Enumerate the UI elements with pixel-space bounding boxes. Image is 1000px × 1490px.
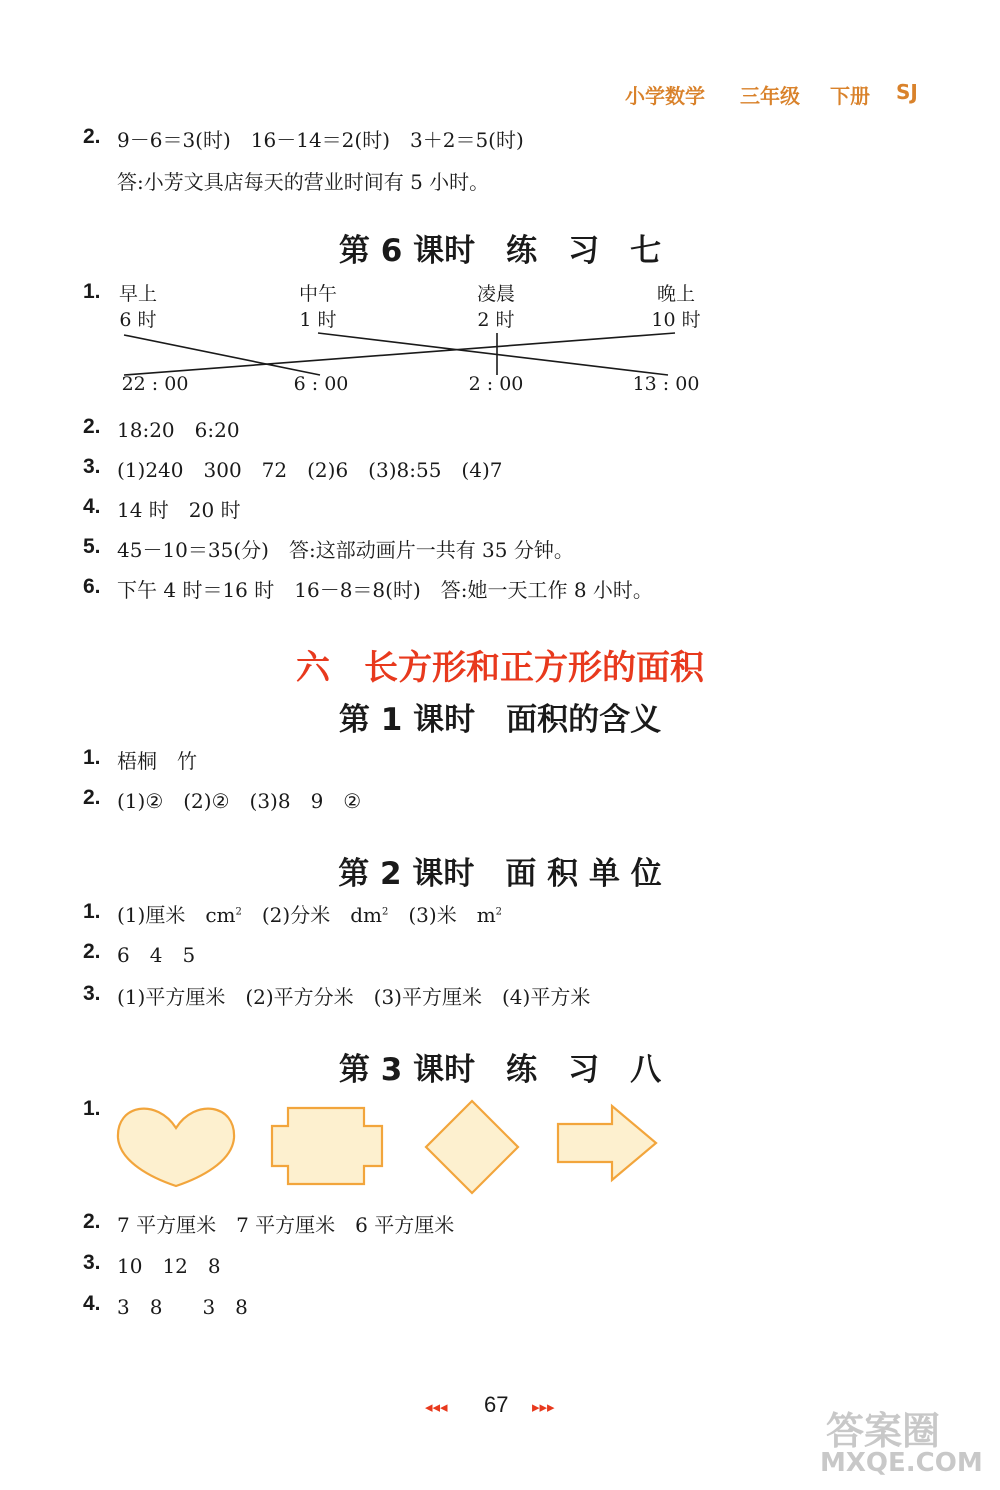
cross-shape <box>272 1108 382 1184</box>
answer-line: 9－6＝3(时) 16－14＝2(时) 3＋2＝5(时) <box>117 128 524 152</box>
header-edition: SJ <box>896 80 918 104</box>
answer-line: 14 时 20 时 <box>117 498 241 522</box>
section-title: 第 6 课时 练 习 七 <box>338 233 662 269</box>
question-number: 3. <box>83 455 101 478</box>
unit-title: 六 长方形和正方形的面积 <box>296 648 704 688</box>
question-number: 1. <box>83 900 101 923</box>
answer-line: (1)平方厘米 (2)平方分米 (3)平方厘米 (4)平方米 <box>117 985 591 1009</box>
time-label-top: 中午 <box>298 283 337 305</box>
matching-lines <box>0 0 1000 420</box>
match-line <box>124 335 320 375</box>
answer-line: 7 平方厘米 7 平方厘米 6 平方厘米 <box>117 1213 455 1237</box>
match-line <box>318 333 668 375</box>
header-grade: 三年级 <box>740 84 800 108</box>
question-number: 5. <box>83 535 101 558</box>
answer-line: 45－10＝35(分) 答:这部动画片一共有 35 分钟。 <box>117 538 574 562</box>
unit-text: (3)米 m <box>388 903 496 927</box>
question-number: 4. <box>83 1292 101 1315</box>
header-volume: 下册 <box>830 84 870 108</box>
watermark-url: MXQE.COM <box>820 1448 983 1478</box>
question-number: 6. <box>83 575 101 598</box>
question-number: 1. <box>83 1097 101 1120</box>
answer-line: 10 12 8 <box>117 1254 221 1278</box>
diamond-shape <box>426 1101 518 1193</box>
question-number: 3. <box>83 982 101 1005</box>
question-number: 4. <box>83 495 101 518</box>
superscript: 2 <box>235 906 242 918</box>
question-number: 1. <box>83 280 101 303</box>
question-number: 2. <box>83 1210 101 1233</box>
match-line <box>124 333 675 375</box>
time-value-bottom: 22 : 00 <box>121 373 189 395</box>
section-title: 第 3 课时 练 习 八 <box>338 1052 662 1088</box>
time-label-top: 凌晨 <box>476 283 515 305</box>
superscript: 2 <box>381 906 389 918</box>
answer-line: (1)② (2)② (3)8 9 ② <box>117 789 362 813</box>
answer-line: 18:20 6:20 <box>117 418 240 442</box>
superscript: 2 <box>495 906 503 918</box>
shapes-row <box>0 1090 1000 1210</box>
page-number: 67 <box>484 1392 509 1417</box>
question-number: 1. <box>83 746 101 769</box>
section-title: 第 1 课时 面积的含义 <box>338 702 662 738</box>
answer-line: 3 8 3 8 <box>117 1295 248 1319</box>
time-value-top: 1 时 <box>299 309 337 331</box>
unit-text: (2)分米 dm <box>241 903 382 927</box>
time-label-top: 早上 <box>118 283 157 305</box>
page-arrows-right: ▸▸▸ <box>532 1398 555 1416</box>
time-value-bottom: 13 : 00 <box>632 373 700 395</box>
time-value-top: 6 时 <box>119 309 157 331</box>
answer-line: 下午 4 时＝16 时 16－8＝8(时) 答:她一天工作 8 小时。 <box>117 578 653 602</box>
time-value-bottom: 2 : 00 <box>468 373 524 395</box>
question-number: 2. <box>83 940 101 963</box>
time-value-top: 2 时 <box>477 309 515 331</box>
section-title: 第 2 课时 面 积 单 位 <box>338 856 662 892</box>
answer-line <box>117 899 502 928</box>
time-value-bottom: 6 : 00 <box>293 373 349 395</box>
time-label-top: 晚上 <box>656 283 695 305</box>
time-value-top: 10 时 <box>651 309 701 331</box>
question-number: 2. <box>83 786 101 809</box>
answer-line: 6 4 5 <box>117 943 196 967</box>
watermark-logo: 答案圈 <box>826 1409 941 1453</box>
answer-line: 梧桐 竹 <box>117 749 197 773</box>
heart-shape <box>118 1109 234 1186</box>
question-number: 3. <box>83 1251 101 1274</box>
answer-line: 答:小芳文具店每天的营业时间有 5 小时。 <box>117 170 490 194</box>
question-number: 2. <box>83 125 101 148</box>
page-arrows-left: ◂◂◂ <box>425 1398 448 1416</box>
answer-line: (1)240 300 72 (2)6 (3)8:55 (4)7 <box>117 458 503 482</box>
header-subject: 小学数学 <box>625 84 705 108</box>
arrow-shape <box>558 1106 656 1180</box>
question-number: 2. <box>83 415 101 438</box>
unit-text: (1)厘米 cm <box>117 903 236 927</box>
